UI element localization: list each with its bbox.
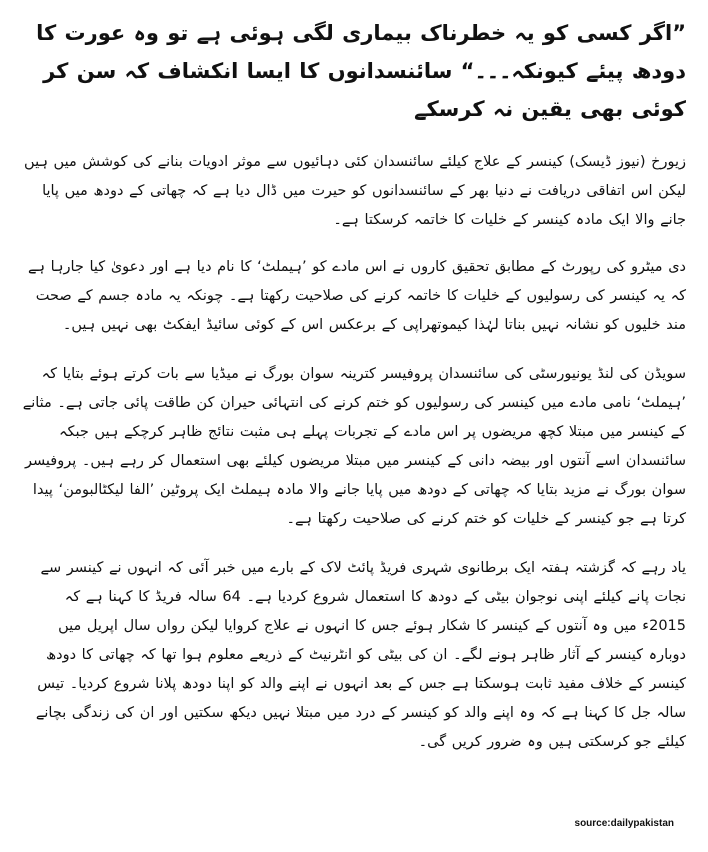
article-paragraph: سویڈن کی لنڈ یونیورسٹی کی سائنسدان پروفیسر کترینہ سوان بورگ نے میڈیا سے بات کرتے ہوئے بتایا کہ ’ہیملٹ‘ نامی مادے میں کینسر کی رسولیوں کو ختم کرنے کی انتہائی حیران کن طاقت پائی جاتی ہے۔ مثانے کے کینسر میں مبتلا کچھ مریضوں پر اس مادے کے تجربات پہلے ہی مثبت نتائج ظاہر کرچکے ہیں جبکہ سائنسدان اسے آنتوں اور بیضہ دانی کے کینسر میں مبتلا مریضوں کیلئے بھی استعمال کر رہے ہیں۔ پروفیسر سوان بورگ نے مزید بتایا کہ چھاتی کے دودھ میں پایا جانے والا مادہ ہیملٹ ایک پروٹین ’الفا لیکٹالبومن‘ پیدا کرتا ہے جو کینسر کے خلیات کو ختم کرنے کی صلاحیت رکھتا ہے۔ — [22, 366, 686, 527]
article-headline: ”اگر کسی کو یہ خطرناک بیماری لگی ہوئی ہے تو وہ عورت کا دودھ پیئے کیونکہ۔۔۔“ سائنسدانوں کا ایسا انکشاف کہ سن کر کوئی بھی یقین نہ کرسکے — [36, 21, 686, 121]
article-paragraph: یاد رہے کہ گزشتہ ہفتہ ایک برطانوی شہری فریڈ پائٹ لاک کے بارے میں خبر آئی کہ انہوں نے کینسر سے نجات پانے کیلئے اپنی نوجوان بیٹی کے دودھ کا استعمال شروع کردیا ہے۔ 64 سالہ فریڈ کا کہنا ہے کہ 2015ء میں وہ آنتوں کے کینسر کا شکار ہوئے جس کا انہوں نے علاج کروایا لیکن رواں سال اپریل میں دوبارہ کینسر کے آثار ظاہر ہونے لگے۔ ان کی بیٹی کو انٹرنیٹ کے ذریعے معلوم ہوا تھا کہ چھاتی کا دودھ کینسر کے خلاف مفید ثابت ہوسکتا ہے جس کے بعد انہوں نے اپنے والد کو اپنا دودھ پلانا شروع کردیا۔ تیس سالہ جل کا کہنا ہے کہ وہ اپنے والد کو کینسر کے درد میں مبتلا نہیں دیکھ سکتیں اور ان کی زندگی بچانے کیلئے جو کرسکتی ہیں وہ ضرور کریں گی۔ — [35, 560, 686, 750]
source-credit: source:dailypakistan — [574, 818, 674, 829]
article — [22, 14, 686, 777]
article-paragraph: دی میٹرو کی رپورٹ کے مطابق تحقیق کاروں نے اس مادے کو ’ہیملٹ‘ کا نام دیا ہے اور دعویٰ کیا جارہا ہے کہ یہ کینسر کی رسولیوں کے خلیات کا خاتمہ کرنے کی صلاحیت رکھتا ہے۔ چونکہ یہ مادہ جسم کے صحت مند خلیوں کو نشانہ نہیں بناتا لہٰذا کیموتھراپی کے برعکس اس کے کوئی سائیڈ ایفکٹ بھی نہیں ہیں۔ — [28, 259, 686, 333]
article-paragraph: زیورخ (نیوز ڈیسک) کینسر کے علاج کیلئے سائنسدان کئی دہائیوں سے موثر ادویات بنانے کی کوشش میں ہیں لیکن اس اتفاقی دریافت نے دنیا بھر کے سائنسدانوں کو حیرت میں ڈال دیا ہے کہ چھاتی کے دودھ میں پایا جانے والا ایک مادہ کینسر کے خلیات کا خاتمہ کرسکتا ہے۔ — [24, 154, 686, 228]
